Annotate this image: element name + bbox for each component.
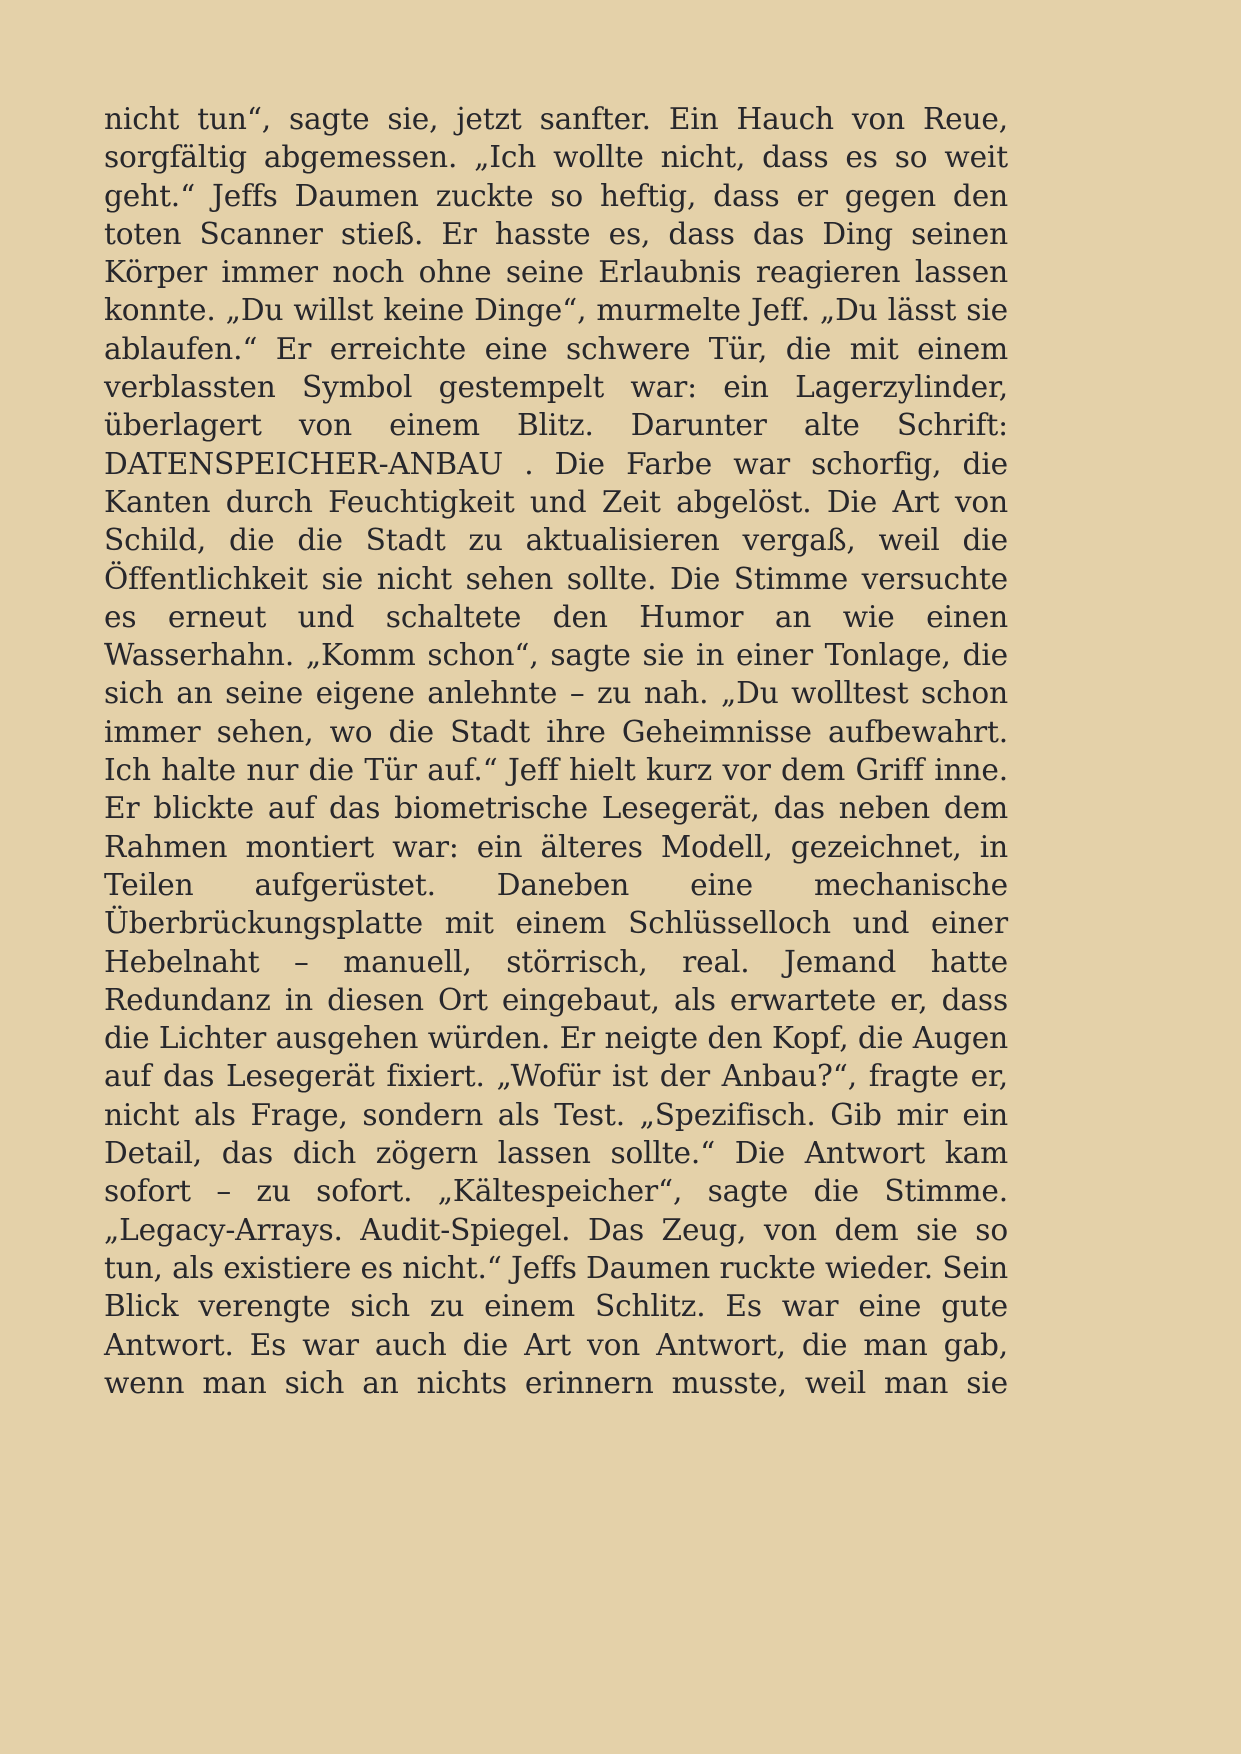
text-column <box>104 100 1008 1440</box>
body-paragraph: nicht tun“, sagte sie, jetzt sanfter. Ein Hauch von Reue, sorgfältig abgemessen. „Ich wollte nicht, dass es so weit geht.“ Jeffs Daumen zuckte so heftig, dass er gegen den toten Scanner stieß. Er hasste es, dass das Ding seinen Körper immer noch ohne seine Erlaubnis reagieren lassen konnte. „Du willst keine Dinge“, murmelte Jeff. „Du lässt sie ablaufen.“ Er erreichte eine schwere Tür, die mit einem verblassten Symbol gestempelt war: ein Lagerzylinder, überlagert von einem Blitz. Darunter alte Schrift: DATENSPEICHER-ANBAU . Die Farbe war schorfig, die Kanten durch Feuchtigkeit und Zeit abgelöst. Die Art von Schild, die die Stadt zu aktualisieren vergaß, weil die Öffentlichkeit sie nicht sehen sollte. Die Stimme versuchte es erneut und schaltete den Humor an wie einen Wasserhahn. „Komm schon“, sagte sie in einer Tonlage, die sich an seine eigene anlehnte – zu nah. „Du wolltest schon immer sehen, wo die Stadt ihre Geheimnisse aufbewahrt. Ich halte nur die Tür auf.“ Jeff hielt kurz vor dem Griff inne. Er blickte auf das biometrische Lesegerät, das neben dem Rahmen montiert war: ein älteres Modell, gezeichnet, in Teilen aufgerüstet. Daneben eine mechanische Überbrückungsplatte mit einem Schlüsselloch und einer Hebelnaht – manuell, störrisch, real. Jemand hatte Redundanz in diesen Ort eingebaut, als erwartete er, dass die Lichter ausgehen würden. Er neigte den Kopf, die Augen auf das Lesegerät fixiert. „Wofür ist der Anbau?“, fragte er, nicht als Frage, sondern als Test. „Spezifisch. Gib mir ein Detail, das dich zögern lassen sollte.“ Die Antwort kam sofort – zu sofort. „Kältespeicher“, sagte die Stimme. „Legacy-Arrays. Audit-Spiegel. Das Zeug, von dem sie so tun, als existiere es nicht.“ Jeffs Daumen ruckte wieder. Sein Blick verengte sich zu einem Schlitz. Es war eine gute Antwort. Es war auch die Art von Antwort, die man gab, wenn man sich an nichts erinnern musste, weil man sie <box>104 102 1008 1400</box>
